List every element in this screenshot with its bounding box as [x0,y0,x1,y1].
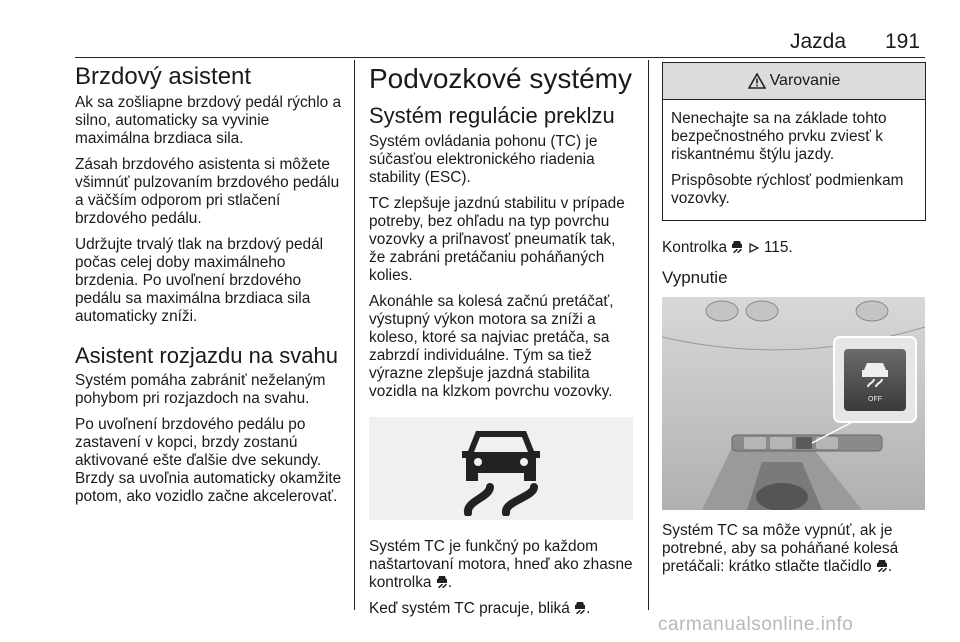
tc-p5: Keď systém TC pracuje, bliká . [369,600,591,617]
tc-p3: Akonáhle sa kolesá začnú pretáčať, výstupný výkon motora sa zníži a koleso, ktoré sa najviac pretáča, sa zabrzdí individuálne. Tým sa tiež výrazne zlepšuje jazdná stabilita vozidla na klzkom povrchu vozovky. [369,293,614,400]
header-rule [75,57,925,58]
hill-start-p1: Systém pomáha zabrániť neželaným pohybom pri rozjazdoch na svahu. [75,372,326,407]
page-number: 191 [885,30,921,53]
switch-off-heading: Vypnutie [662,268,728,287]
warning-header [663,63,925,100]
switch-off-p1: Systém TC sa môže vypnúť, ak je potrebné, aby sa poháňané kolesá pretáčali: krátko stlačte tlačidlo . [662,522,899,575]
header-section-title: Jazda [790,30,847,53]
column-divider-2 [648,60,649,610]
warning-p2: Prispôsobte rýchlosť podmienkam vozovky. [671,172,904,207]
brake-assist-p2: Zásah brzdového asistenta si môžete všimnúť pulzovaním brzdového pedálu a väčším odporom pri stlačení brzdového pedálu. [75,156,340,227]
warning-p1: Nenechajte sa na základe tohto bezpečnostného prvku zviesť k riskantnému štýlu jazdy. [671,110,887,163]
column-divider-1 [354,60,355,610]
column-left [75,62,347,514]
traction-control-figure [369,417,633,520]
brake-assist-p1: Ak sa zošliapne brzdový pedál rýchlo a silno, automaticky sa vyvinie maximálna brzdiaca sila. [75,94,342,147]
traction-control-heading: Systém regulácie preklzu [369,103,615,128]
chassis-systems-heading: Podvozkové systémy [369,63,632,94]
tc-p1: Systém ovládania pohonu (TC) je súčasťou elektronického riadenia stability (ESC). [369,133,598,186]
console-photo [662,297,925,510]
warning-title: Varovanie [769,72,841,89]
column-right [662,62,926,584]
column-middle [369,62,634,626]
brake-assist-p3: Udržujte trvalý tlak na brzdový pedál počas celej doby maximálneho brzdenia. Po uvoľnení brzdového pedálu sa maximálna brzdiaca sila automaticky zníži. [75,236,324,325]
page-reference-icon [748,242,760,254]
warning-triangle-icon [748,73,766,89]
traction-control-icon [731,240,743,254]
traction-control-icon [436,575,448,589]
watermark: carmanualsonline.info [658,614,854,635]
traction-control-icon [876,559,888,573]
tc-p2: TC zlepšuje jazdnú stabilitu v prípade potreby, bez ohľadu na typ povrchu vozovky a priľnavosť pneumatík tak, že zabráni pretáčaniu poháňaných kolies. [369,195,625,284]
kontrolka-ref: Kontrolka 115. [662,239,793,256]
traction-control-icon [446,421,556,516]
brake-assist-heading: Brzdový asistent [75,63,252,90]
off-label: OFF [868,396,882,403]
warning-box [662,62,926,221]
tc-p4: Systém TC je funkčný po každom naštartovaní motora, hneď ako zhasne kontrolka . [369,538,633,591]
hill-start-heading: Asistent rozjazdu na svahu [75,343,338,368]
hill-start-p2: Po uvoľnení brzdového pedálu po zastavení v kopci, brzdy zostanú aktivované ešte ďalšie dve sekundy. Brzdy sa uvoľnia automaticky okamžite potom, ako vozidlo začne akcelerovať. [75,416,342,505]
traction-control-icon [574,601,586,615]
